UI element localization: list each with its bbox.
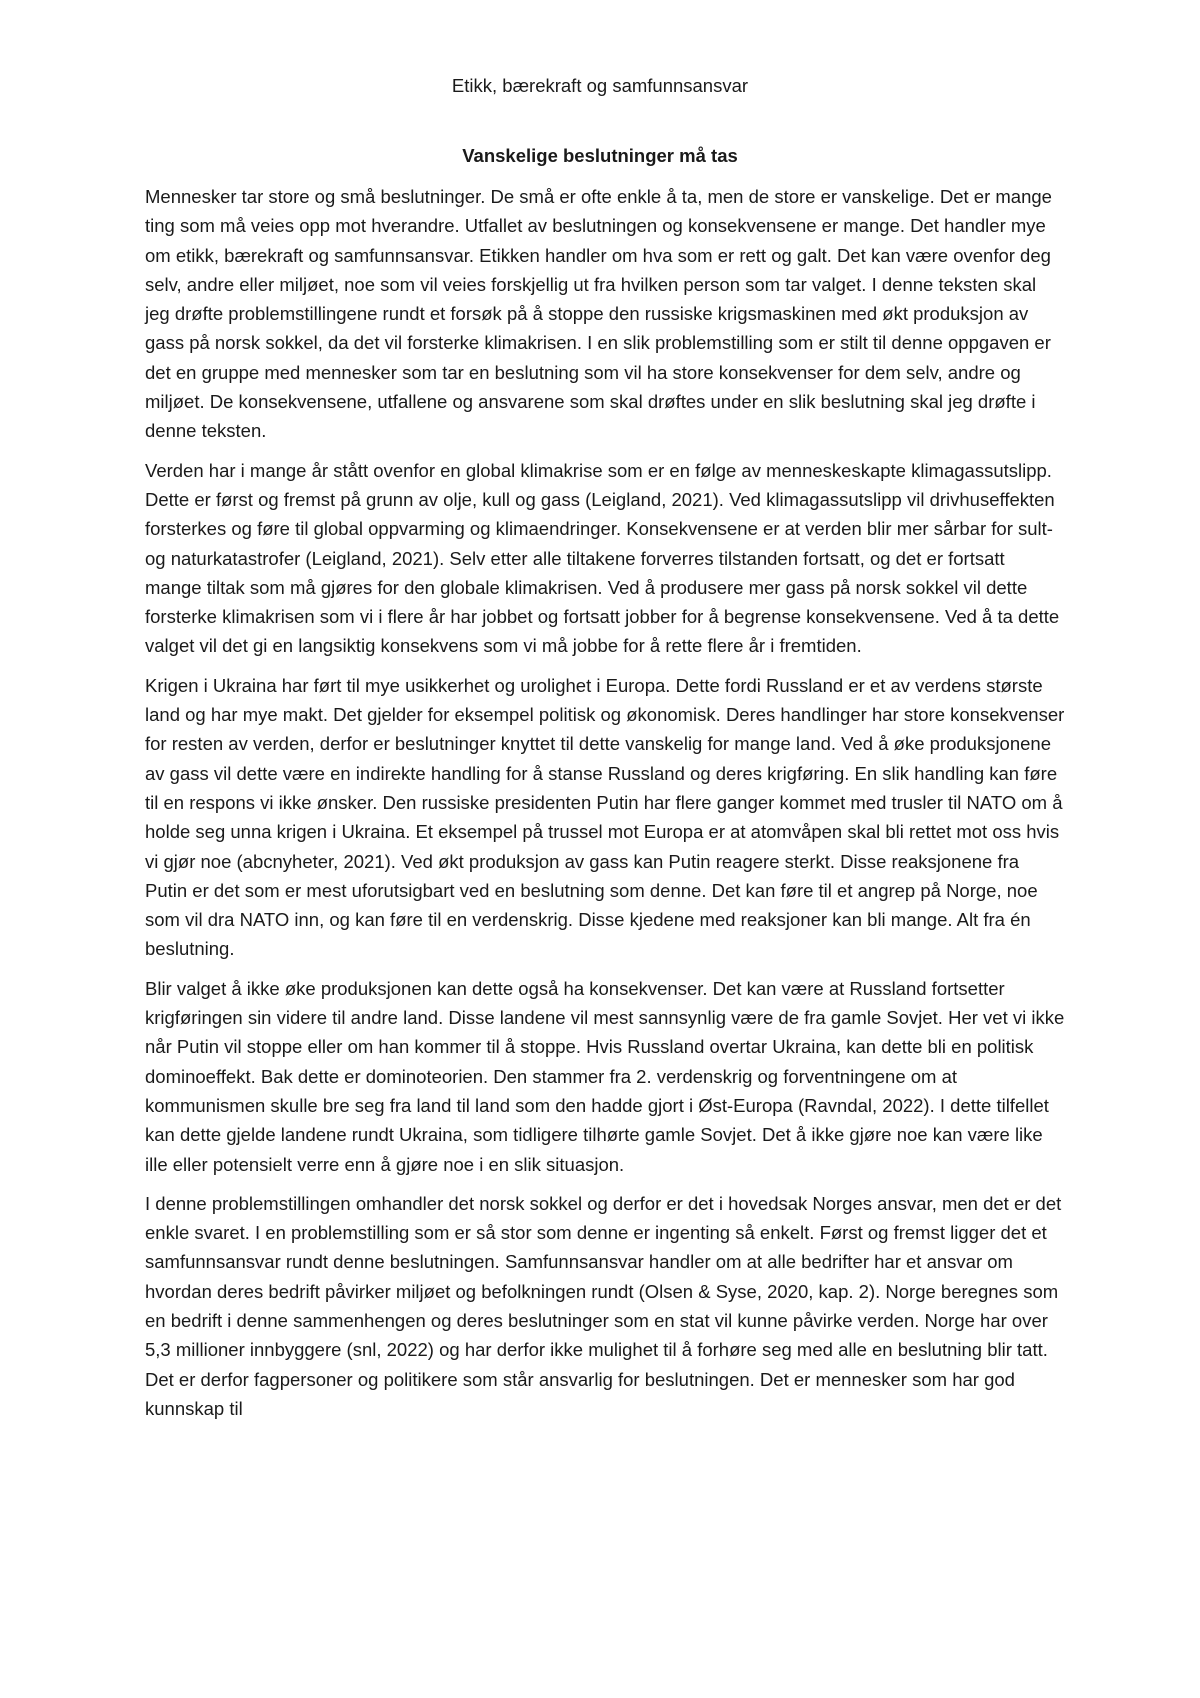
document-body	[145, 182, 1065, 1433]
paragraph-3: Krigen i Ukraina har ført til mye usikkerhet og urolighet i Europa. Dette fordi Russland er et av verdens største land og har mye makt. Det gjelder for eksempel politisk og økonomisk. Deres handlinger har store konsekvenser for resten av verden, derfor er beslutninger knyttet til dette vanskelig for mange land. Ved å øke produksjonene av gass vil dette være en indirekte handling for å stanse Russland og deres krigføring. En slik handling kan føre til en respons vi ikke ønsker. Den russiske presidenten Putin har flere ganger kommet med trusler til NATO om å holde seg unna krigen i Ukraina. Et eksempel på trussel mot Europa er at atomvåpen skal bli rettet mot oss hvis vi gjør noe (abcnyheter, 2021). Ved økt produksjon av gass kan Putin reagere sterkt. Disse reaksjonene fra Putin er det som er mest uforutsigbart ved en beslutning som denne. Det kan føre til et angrep på Norge, noe som vil dra NATO inn, og kan føre til en verdenskrig. Disse kjedene med reaksjoner kan bli mange. Alt fra én beslutning.	[145, 674, 1065, 960]
document-title: Vanskelige beslutninger må tas	[462, 145, 738, 166]
paragraph-5: I denne problemstillingen omhandler det norsk sokkel og derfor er det i hovedsak Norges ansvar, men det er det enkle svaret. I en problemstilling som er så stor som denne er ingenting så enkelt. Først og fremst ligger det et samfunnsansvar rundt denne beslutningen. Samfunnsansvar handler om at alle bedrifter har et ansvar om hvordan deres bedrift påvirker miljøet og befolkningen rundt (Olsen & Syse, 2020, kap. 2). Norge beregnes som en bedrift i denne sammenhengen og deres beslutninger som en stat vil kunne påvirke verden. Norge har over 5,3 millioner innbyggere (snl, 2022) og har derfor ikke mulighet til å forhøre seg med alle en beslutning blir tatt. Det er derfor fagpersoner og politikere som står ansvarlig for beslutningen. Det er mennesker som har god kunnskap til	[145, 1192, 1062, 1419]
paragraph-1: Mennesker tar store og små beslutninger. De små er ofte enkle å ta, men de store er vanskelige. Det er mange ting som må veies opp mot hverandre. Utfallet av beslutningen og konsekvensene er mange. Det handler mye om etikk, bærekraft og samfunnsansvar. Etikken handler om hva som er rett og galt. Det kan være ovenfor deg selv, andre eller miljøet, noe som vil veies forskjellig ut fra hvilken person som tar valget. I denne teksten skal jeg drøfte problemstillingene rundt et forsøk på å stoppe den russiske krigsmaskinen med økt produksjon av gass på norsk sokkel, da det vil forsterke klimakrisen. I en slik problemstilling som er stilt til denne oppgaven er det en gruppe med mennesker som tar en beslutning som vil ha store konsekvenser for dem selv, andre og miljøet. De konsekvensene, utfallene og ansvarene som skal drøftes under en slik beslutning skal jeg drøfte i denne teksten.	[145, 186, 1052, 442]
page-header: Etikk, bærekraft og samfunnsansvar	[451, 75, 749, 96]
paragraph-2: Verden har i mange år stått ovenfor en global klimakrise som er en følge av menneskeskapte klimagassutslipp. Dette er først og fremst på grunn av olje, kull og gass (Leigland, 2021). Ved klimagassutslipp vil drivhuseffekten forsterkes og føre til global oppvarming og klimaendringer. Konsekvensene er at verden blir mer sårbar for sult- og naturkatastrofer (Leigland, 2021). Selv etter alle tiltakene forverres tilstanden fortsatt, og det er fortsatt mange tiltak som må gjøres for den globale klimakrisen. Ved å produsere mer gass på norsk sokkel vil dette forsterke klimakrisen som vi i flere år har jobbet og fortsatt jobber for å begrense konsekvensene. Ved å ta dette valget vil det gi en langsiktig konsekvens som vi må jobbe for å rette flere år i fremtiden.	[145, 459, 1060, 657]
paragraph-4: Blir valget å ikke øke produksjonen kan dette også ha konsekvenser. Det kan være at Russland fortsetter krigføringen sin videre til andre land. Disse landene vil mest sannsynlig være de fra gamle Sovjet. Her vet vi ikke når Putin vil stoppe eller om han kommer til å stoppe. Hvis Russland overtar Ukraina, kan dette bli en politisk dominoeffekt. Bak dette er dominoteorien. Den stammer fra 2. verdenskrig og forventningene om at kommunismen skulle bre seg fra land til land som den hadde gjort i Øst-Europa (Ravndal, 2022). I dette tilfellet kan dette gjelde landene rundt Ukraina, som tidligere tilhørte gamle Sovjet. Det å ikke gjøre noe kan være like ille eller potensielt verre enn å gjøre noe i en slik situasjon.	[145, 977, 1065, 1175]
